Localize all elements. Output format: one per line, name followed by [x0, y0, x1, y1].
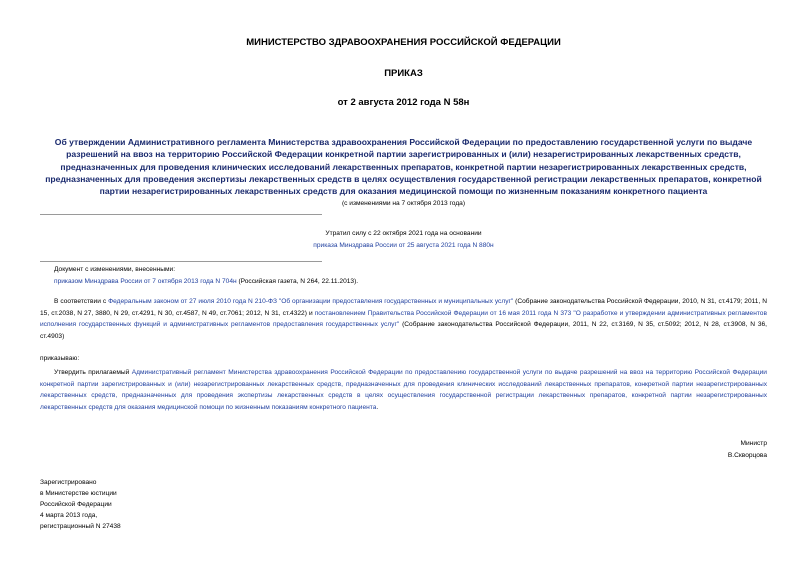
preamble-text-2: (Собрание законодательства Российской Федерации, 2010, N 31, ст.4179; 2011, N 15, ст.2038, N 27, 3880, N 29, ст.4291, N 30, ст.4587, N 49, ст.7061; 2012, N 31, ст.4322) и — [40, 298, 767, 317]
divider — [40, 261, 322, 262]
signer-position: Министр — [740, 440, 767, 447]
prikazyvayu-label: приказываю: — [40, 355, 80, 362]
doc-changes-label: Документ с изменениями, внесенными: — [54, 266, 176, 273]
lost-force-note — [0, 228, 807, 251]
preamble-text-3: (Собрание законодательства Российской Федерации, 2011, N 22, ст.3169, N 35, ст.5092; 2012, N 28, ст.3908, N 36, ст.4903) — [40, 321, 767, 340]
order-heading: ПРИКАЗ — [384, 68, 423, 79]
preamble-text-1: В соответствии с — [54, 298, 109, 305]
registration-line: 4 марта 2013 года, — [40, 512, 98, 519]
doc-changes-suffix: (Российская газета, N 264, 22.11.2013). — [236, 277, 359, 285]
doc-changes-link[interactable]: приказом Минздрава России от 7 октября 2013 года N 704н — [54, 277, 237, 285]
lost-force-text: Утратил силу с 22 октября 2021 года на основании — [325, 230, 482, 237]
preamble-paragraph — [40, 296, 767, 342]
regulation-link[interactable]: Административный регламент Министерства здравоохранения Российской Федерации по предоставлению государственной услуги по выдаче разрешений на ввоз на территорию Российской Федерации конкретной партии зарегистрированных и (или) незарегистрированных лекарственных средств, предназначенных для проведения клинических исследований лекарственных препаратов, конкретной партии незарегистрированных лекарственных средств, предназначенных для проведения экспертизы лекарственных средств в целях осуществления государственной регистрации лекарственных препаратов, конкретной партии незарегистрированных лекарственных средств для оказания медицинской помощи по жизненным показаниям конкретного пациента — [40, 369, 767, 411]
document-changes — [54, 264, 774, 287]
government-decree-link[interactable]: постановлением Правительства Российской Федерации от 16 мая 2011 года N 373 "О разработке и утверждении административных регламентов исполнения государственных функций и административных регламентов предоставления государственных услуг" — [40, 309, 767, 329]
divider — [40, 214, 322, 215]
registration-block — [40, 477, 240, 532]
registration-line: в Министерстве юстиции — [40, 490, 117, 497]
order-date-number: от 2 августа 2012 года N 58н — [337, 97, 470, 108]
signature-block — [640, 438, 767, 461]
ministry-heading: МИНИСТЕРСТВО ЗДРАВООХРАНЕНИЯ РОССИЙСКОЙ ФЕДЕРАЦИИ — [246, 37, 561, 48]
federal-law-link[interactable]: Федеральным законом от 27 июля 2010 года N 210-ФЗ "Об организации предоставления государственных и муниципальных услуг" — [108, 298, 514, 305]
registration-line: регистрационный N 27438 — [40, 523, 121, 530]
title-prefix: Об утверждении — [54, 137, 128, 147]
registration-line: Российской Федерации — [40, 501, 112, 508]
signer-name: В.Скворцова — [727, 451, 767, 459]
document-title — [40, 136, 767, 197]
approval-text-2: . — [376, 403, 379, 411]
title-regulation-link[interactable]: Административного регламента Министерства здравоохранения Российской Федерации по предоставлению государственной услуги по выдаче разрешений на ввоз на территорию Российской Федерации конкретной партии зарегистрированных и (или) незарегистрированных лекарственных средств, предназначенных для проведения клинических исследований лекарственных препаратов, конкретной партии незарегистрированных лекарственных средств, предназначенных для проведения экспертизы лекарственных средств в целях осуществления государственной регистрации лекарственных препаратов, конкретной партии незарегистрированных лекарственных средств для оказания медицинской помощи по жизненным показаниям конкретного пациента — [45, 137, 762, 197]
approval-paragraph — [40, 367, 767, 413]
lost-force-link[interactable]: приказа Минздрава России от 25 августа 2021 года N 880н — [313, 241, 494, 249]
changes-note: (с изменениями на 7 октября 2013 года) — [341, 200, 466, 207]
registration-line: Зарегистрировано — [40, 479, 97, 486]
approval-text-1: Утвердить прилагаемый — [54, 369, 132, 376]
